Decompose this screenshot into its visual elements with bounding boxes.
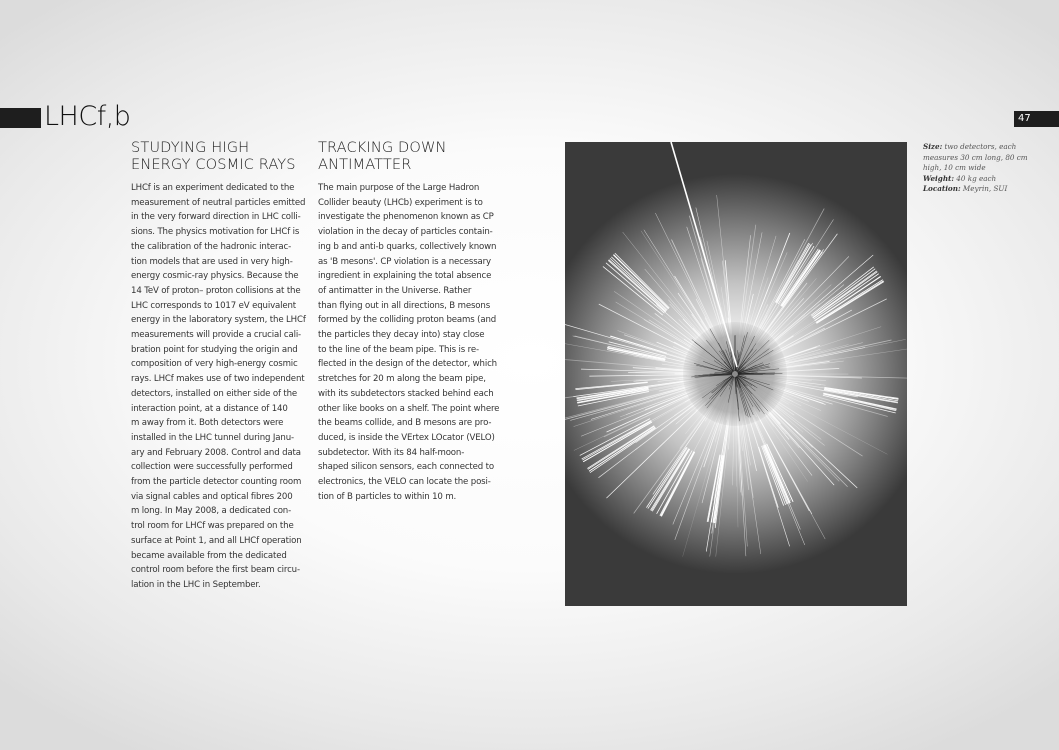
heading-line: ENERGY COSMIC RAYS (131, 156, 296, 173)
title-bar-marker (0, 108, 41, 128)
body-line: sions. The physics motivation for LHCf is (131, 227, 300, 238)
body-line: LHC corresponds to 1017 eV equivalent (131, 300, 297, 311)
body-line: measurement of neutral particles emitted (131, 197, 306, 208)
location-label: Location: (923, 184, 961, 193)
body-line: duced, is inside the VErtex LOcator (VELO) (318, 432, 495, 443)
body-line: subdetector. With its 84 half-moon- (318, 447, 465, 458)
body-line: violation in the decay of particles contain- (318, 227, 493, 238)
body-line: trol room for LHCf was prepared on the (131, 521, 294, 532)
body-line: measurements will provide a crucial cali- (131, 330, 302, 341)
body-line: m long. In May 2008, a dedicated con- (131, 506, 292, 517)
body-line: m away from it. Both detectors were (131, 418, 284, 429)
spec-box (923, 142, 1033, 195)
body-line: tion models that are used in very high- (131, 256, 293, 267)
weight-value: 40 kg each (954, 173, 997, 183)
location-value: Meyrin, SUI (960, 184, 1008, 193)
body-line: energy cosmic-ray physics. Because the (131, 271, 299, 282)
page-title: LHCf,b (44, 101, 131, 132)
spec-location (923, 184, 1033, 195)
heading-line: STUDYING HIGH (131, 139, 250, 156)
heading-line: ANTIMATTER (318, 156, 412, 173)
body-line: the beams collide, and B mesons are pro- (318, 418, 492, 429)
body-line: energy in the laboratory system, the LHCf (131, 315, 306, 326)
body-line: shaped silicon sensors, each connected to (318, 462, 495, 473)
body-line: formed by the colliding proton beams (and (318, 315, 497, 326)
left-column (131, 139, 306, 593)
size-value-line: measures 30 cm long, 80 cm (923, 152, 1028, 162)
body-line: ary and February 2008. Control and data (131, 447, 301, 458)
body-line: investigate the phenomenon known as CP (318, 212, 494, 223)
body-line: other like books on a shelf. The point where (318, 403, 500, 414)
body-line: became available from the dedicated (131, 550, 287, 561)
body-line: flected in the design of the detector, which (318, 359, 497, 370)
body-line: with its subdetectors stacked behind each (318, 388, 494, 399)
left-column-heading (131, 139, 303, 173)
body-line: than flying out in all directions, B mesons (318, 300, 491, 311)
body-line: detectors, installed on either side of the (131, 388, 298, 399)
collision-event-photo (565, 142, 907, 606)
body-line: collection were successfully performed (131, 462, 293, 473)
body-line: surface at Point 1, and all LHCf operation (131, 535, 302, 546)
left-column-body (131, 181, 306, 593)
body-line: Collider beauty (LHCb) experiment is to (318, 197, 483, 208)
heading-line: TRACKING DOWN (318, 139, 447, 156)
body-line: interaction point, at a distance of 140 (131, 403, 288, 414)
body-line: ing b and anti-b quarks, collectively known (318, 241, 497, 252)
body-line: bration point for studying the origin and (131, 344, 298, 355)
page-number: 47 (1014, 111, 1059, 127)
body-line: electronics, the VELO can locate the posi- (318, 477, 491, 488)
right-column-heading (318, 139, 496, 173)
body-line: LHCf is an experiment dedicated to the (131, 183, 295, 193)
body-line: the calibration of the hadronic interac- (131, 241, 292, 252)
body-line: of antimatter in the Universe. Rather (318, 285, 472, 296)
body-line: as 'B mesons'. CP violation is a necessary (318, 256, 491, 267)
body-line: 14 TeV of proton– proton collisions at the (131, 285, 301, 296)
size-value-line: high, 10 cm wide (923, 163, 986, 172)
body-line: the particles they decay into) stay close (318, 330, 485, 341)
body-line: to the line of the beam pipe. This is re- (318, 344, 479, 355)
body-line: in the very forward direction in LHC colli- (131, 212, 301, 223)
body-line: tion of B particles to within 10 m. (318, 491, 457, 502)
size-value: two detectors, each (942, 142, 1017, 151)
body-line: via signal cables and optical fibres 200 (131, 491, 293, 502)
weight-label: Weight: (923, 173, 955, 183)
body-line: stretches for 20 m along the beam pipe, (318, 374, 486, 385)
right-column-body (318, 181, 500, 504)
spec-size (923, 142, 1033, 153)
body-line: rays. LHCf makes use of two independent (131, 374, 305, 385)
body-line: control room before the first beam circu- (131, 565, 300, 576)
spec-weight (923, 174, 1033, 185)
size-label: Size: (923, 142, 943, 151)
body-line: ingredient in explaining the total absence (318, 271, 492, 282)
right-column (318, 139, 500, 504)
body-line: from the particle detector counting room (131, 477, 302, 488)
body-line: lation in the LHC in September. (131, 579, 261, 590)
body-line: installed in the LHC tunnel during Janu- (131, 432, 294, 443)
body-line: composition of very high-energy cosmic (131, 359, 298, 370)
body-line: The main purpose of the Large Hadron (318, 183, 480, 193)
